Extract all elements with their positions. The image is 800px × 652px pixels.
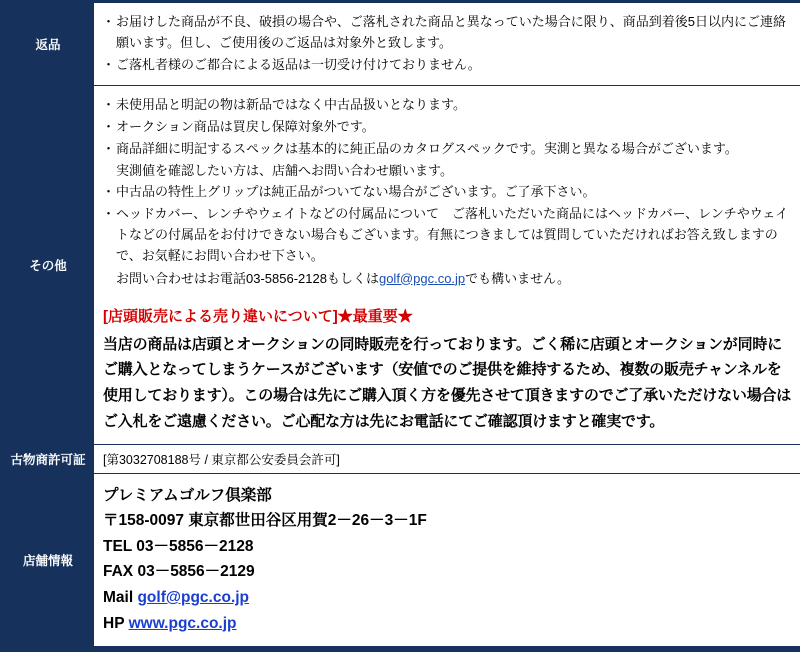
list-item: ・ ヘッドカバー、レンチやウェイトなどの付属品について ご落札いただいた商品にはヘッドカバー、レンチやウェイトなどの付属品をお付けできない場合もございます。有無につきましては質問していただければお答え致しますので、お気軽にお問い合わせ下さい。 [103, 203, 792, 266]
contact-mail-link[interactable]: golf@pgc.co.jp [379, 271, 465, 286]
returns-list [103, 11, 792, 75]
list-item: ・ 未使用品と明記の物は新品ではなく中古品扱いとなります。 [103, 94, 792, 115]
shop-hp [103, 611, 792, 637]
other-body [94, 86, 800, 445]
shop-mail [103, 585, 792, 611]
list-item: ・ ご落札者様のご都合による返品は一切受け付けておりません。 [103, 54, 792, 75]
bottom-border [0, 647, 800, 652]
license-label: 古物商許可証 [3, 444, 94, 473]
shop-hp-label: HP [103, 615, 124, 632]
other-sub-line: 実測値を確認したい方は、店舗へお問い合わせ願います。 [103, 160, 792, 181]
table-row-returns [3, 3, 800, 86]
list-item: ・ お届けした商品が不良、破損の場合や、ご落札された商品と異なっていた場合に限り、商品到着後5日以内にご連絡願います。但し、ご使用後のご返品は対象外と致します。 [103, 11, 792, 53]
shop-address: 〒158-0097 東京都世田谷区用賀2－26－3－1F [103, 508, 792, 534]
shop-name: プレミアムゴルフ倶楽部 [103, 483, 792, 509]
table-row-shop [3, 473, 800, 646]
returns-label: 返品 [3, 3, 94, 86]
other-label: その他 [3, 86, 94, 445]
list-item: ・ オークション商品は買戻し保障対象外です。 [103, 116, 792, 137]
notice-body: 当店の商品は店頭とオークションの同時販売を行っております。ごく稀に店頭とオークションが同時にご購入となってしまうケースがございます（安値でのご提供を維持するため、複数の販売チャンネルを使用しております）。この場合は先にご購入頂く方を優先させて頂きますのでご了承いただけない場合はご入札をご遠慮ください。ご心配な方は先にお電話にてご確認頂けますと確実です。 [103, 332, 792, 435]
info-table [2, 2, 800, 647]
shop-fax: FAX 03－5856－2129 [103, 559, 792, 585]
contact-line [103, 268, 792, 289]
shop-mail-link[interactable]: golf@pgc.co.jp [137, 589, 249, 606]
contact-suffix: でも構いません。 [465, 271, 570, 286]
table-row-license [3, 444, 800, 473]
other-list-continued [103, 181, 792, 266]
shop-body [94, 473, 800, 646]
shop-hp-link[interactable]: www.pgc.co.jp [129, 615, 237, 632]
license-value: [第3032708188号 / 東京都公安委員会許可] [94, 444, 800, 473]
returns-body [94, 3, 800, 86]
shop-label: 店舗情報 [3, 473, 94, 646]
contact-prefix: お問い合わせはお電話03-5856-2128もしくは [116, 271, 379, 286]
auction-info-page [0, 2, 800, 647]
list-item: ・ 中古品の特性上グリップは純正品がついてない場合がございます。ご了承下さい。 [103, 181, 792, 202]
table-row-other [3, 86, 800, 445]
shop-mail-label: Mail [103, 589, 133, 606]
list-item: ・ 商品詳細に明記するスペックは基本的に純正品のカタログスペックです。実測と異なる場合がございます。 [103, 138, 792, 159]
shop-tel: TEL 03－5856－2128 [103, 534, 792, 560]
other-list [103, 94, 792, 159]
store-sale-notice [103, 305, 792, 435]
notice-title: [店頭販売による売り違いについて]★最重要★ [103, 305, 792, 329]
